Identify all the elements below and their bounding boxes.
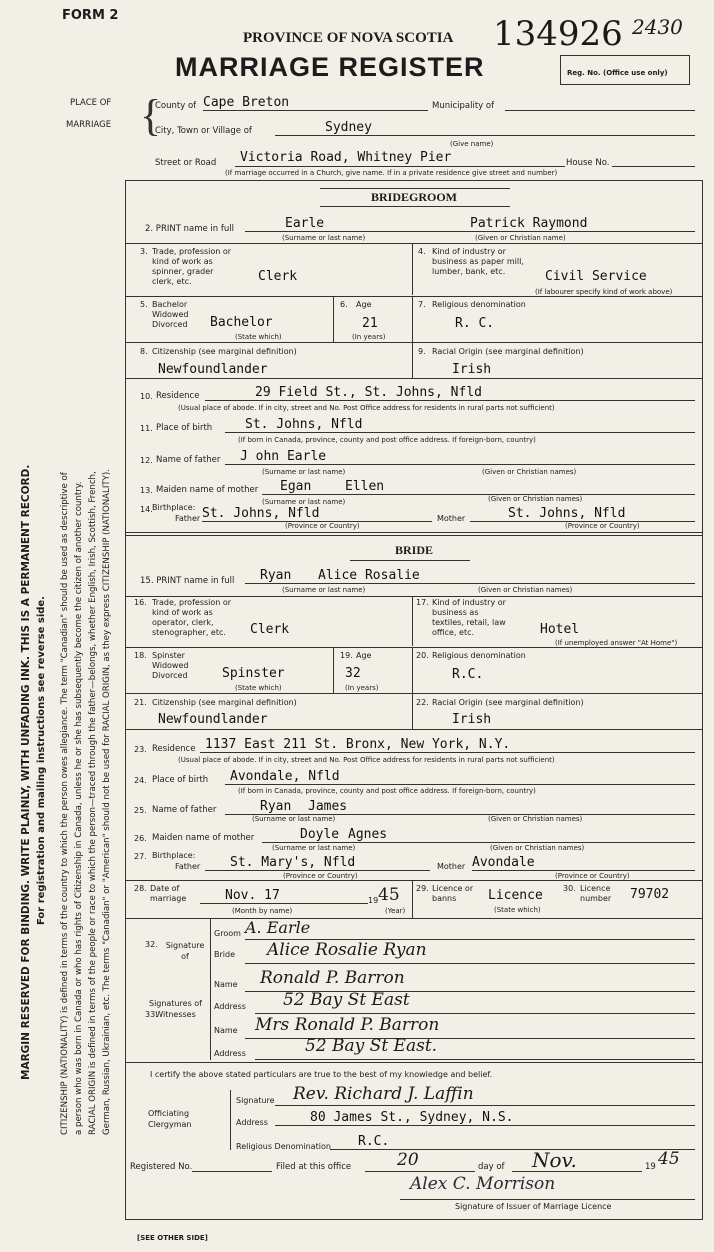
groom-divider-3 [412,296,413,342]
witness2-address: 52 Bay St East. [255,1036,695,1060]
groom-age-label: Age [356,300,372,309]
groom-religion: R. C. [455,316,495,331]
groom-mother-label: Maiden name of mother [156,485,259,495]
side-margin-note: MARGIN RESERVED FOR BINDING. WRITE PLAINLY, WITH UNFADING INK. THIS IS A PERMANENT RECORD. [20,464,32,1080]
groom-residence: 29 Field St., St. Johns, Nfld [205,385,695,401]
groom-section-end-2 [125,535,703,536]
marriage-year-prefix: 19 [368,896,379,905]
marriage-divider-1 [412,880,413,918]
witness-row-end [125,1062,703,1063]
witness2-name-label: Name [214,1026,238,1035]
signatures-f32: 32. [145,940,158,949]
bride-status: Spinster [222,666,285,681]
licence-caption: (State which) [494,906,541,914]
groom-father-given-caption: (Given or Christian names) [482,468,577,476]
bride-f19: 19. [340,651,353,660]
groom-father-label: Name of father [156,455,221,465]
licence-type: Licence [488,888,543,903]
groom-title-line-top [320,188,510,189]
bride-f27: 27. [134,852,147,861]
side-citizenship-2: a person who was born in Canada or who has rights of Citizenship in Canada, unless he or she has subsequently become the citizen of another country. [74,481,84,1135]
groom-bp-father-caption: (Province or Country) [285,522,360,530]
marriage-year: 45 [378,885,400,905]
side-citizenship-1: CITIZENSHIP (NATIONALITY) is defined in terms of the country to which the person owes allegiance. The term "Canadian" should be used as descriptive of [60,472,70,1135]
bride-row-line-2 [125,647,703,648]
bride-residence: 1137 East 211 St. Bronx, New York, N.Y. [200,737,695,753]
bride-father-surname-caption: (Surname or last name) [252,815,336,823]
groom-f9: 9. [418,347,426,356]
bride-residence-caption: (Usual place of abode. If in city, street and No. Post Office address for residents in rural parts not sufficient) [178,756,555,764]
groom-row-line-3 [125,342,703,343]
side-registration-note: For registration and mailing instructions see reverse side. [36,596,47,925]
witness1-name: Ronald P. Barron [245,968,695,992]
bride-residence-label: Residence [152,744,196,754]
groom-title-line-bottom [320,206,510,207]
bride-f15-label: 15. PRINT name in full [140,576,235,586]
marriage-f30: 30. [563,884,576,893]
bride-racial: Irish [452,712,492,727]
bride-row-line-3 [125,693,703,694]
bride-divider-3 [412,647,413,693]
groom-residence-caption: (Usual place of abode. If in city, street and No. Post Office address for residents in rural parts not sufficient) [178,404,555,412]
filed-month: Nov. [512,1148,642,1172]
witness1-address-label: Address [214,1002,246,1011]
groom-f14: 14. [140,505,153,514]
bride-pob: Avondale, Nfld [225,769,695,785]
bride-surname-caption: (Surname or last name) [282,586,366,594]
bride-given-caption: (Given or Christian names) [478,586,573,594]
groom-signature: A. Earle [245,918,695,940]
groom-status-caption: (State which) [235,333,282,341]
place-label-2: MARRIAGE [66,120,112,130]
bride-bp-father-label: Father [175,862,201,871]
county-label: County of [155,101,197,111]
registered-no-value [192,1158,272,1172]
groom-citizenship: Newfoundlander [158,362,268,377]
bride-mother-label: Maiden name of mother [152,833,255,843]
licence-label: Licence or banns [432,884,474,903]
groom-f13: 13. [140,486,153,495]
groom-f8: 8. [140,347,148,356]
day-of-label: day of [478,1162,505,1172]
page-title: MARRIAGE REGISTER [175,52,485,82]
groom-industry-caption: (If labourer specify kind of work above) [535,288,673,296]
groom-industry-label: Kind of industry or business as paper mill, lumber, bank, etc. [432,247,524,276]
see-other-side: [SEE OTHER SIDE] [137,1234,208,1242]
bride-mother-surname-caption: (Surname or last name) [272,844,356,852]
groom-surname-caption: (Surname or last name) [282,234,366,242]
bride-divider-2 [333,647,334,693]
form-number: FORM 2 [62,8,119,23]
bride-bp-mother: Avondale [472,855,695,871]
signature-bracket [210,918,211,1060]
bride-trade-label: Trade, profession or kind of work as operator, clerk, stenographer, etc. [152,598,232,637]
groom-f11: 11. [140,424,153,433]
clergy-address-label: Address [236,1118,268,1127]
bride-divider-1 [412,596,413,646]
bride-row-line-1 [125,596,703,597]
groom-trade: Clerk [258,269,298,284]
bride-bp-father-caption: (Province or Country) [283,872,358,880]
side-racial-1: RACIAL ORIGIN is defined in terms of the people or race to which the person—traced through the father—belongs, whether English, Irish, Scottish, French, [88,471,98,1135]
bride-f21: 21. [134,698,147,707]
bride-age-caption: (In years) [345,684,379,692]
marriage-f28: 28. [134,884,147,893]
witness2-address-label: Address [214,1049,246,1058]
groom-mother-given-caption: (Given or Christian names) [488,495,583,503]
signature-of-label: Signature of [165,941,205,961]
licence-number-label: Licence number [580,884,612,903]
bride-industry: Hotel [540,622,580,637]
groom-father: J ohn Earle [225,449,695,465]
bride-age-label: Age [356,651,372,660]
groom-birthplace-label: Birthplace: [152,503,196,512]
clergyman-label: Officiating Clergyman [148,1109,192,1129]
groom-mother-given: Ellen [345,479,385,494]
bride-mother-surname: Doyle [262,827,695,843]
filed-year: 45 [658,1149,680,1169]
city-label: City, Town or Village of [155,126,252,136]
marriage-date-label: Date of marriage [150,884,187,903]
bride-f16: 16. [134,598,147,607]
registered-no-label: Registered No. [130,1162,193,1172]
clergy-signature: Rev. Richard J. Laffin [275,1084,695,1106]
bride-industry-caption: (If unemployed answer "At Home") [555,639,678,647]
groom-pob-label: Place of birth [156,423,213,433]
bride-religion-label: Religious denomination [432,651,526,660]
bride-status-caption: (State which) [235,684,282,692]
groom-bp-mother: St. Johns, Nfld [470,506,695,522]
bride-citizenship: Newfoundlander [158,712,268,727]
reg-no-label: Reg. No. (Office use only) [567,69,668,77]
bride-f25: 25. [134,806,147,815]
groom-divider-2 [333,296,334,342]
groom-residence-label: Residence [156,391,200,401]
bride-racial-label: Racial Origin (see marginal definition) [432,698,584,707]
groom-bp-father-label: Father [175,514,201,523]
groom-f10: 10. [140,392,153,401]
signatures-f33: 33. [145,1010,158,1019]
province-title: PROVINCE OF NOVA SCOTIA [243,30,454,46]
bride-pob-caption: (If born in Canada, province, county and post office address. If foreign-born, country) [238,787,536,795]
city-value: Sydney [275,120,695,136]
groom-given-caption: (Given or Christian name) [475,234,566,242]
groom-surname: Earle [245,216,695,232]
groom-bp-mother-label: Mother [437,514,466,523]
register-number: 134926 [493,14,623,54]
groom-f12: 12. [140,456,153,465]
bride-mother-given: Agnes [348,827,388,842]
witnesses-label: Signatures of Witnesses [148,999,202,1019]
bride-f22: 22. [416,698,429,707]
place-bracket: { [140,91,162,140]
groom-f3: 3. [140,247,148,256]
bride-bp-mother-caption: (Province or Country) [555,872,630,880]
bride-section-end [125,880,703,881]
marriage-f29: 29. [416,884,429,893]
groom-industry: Civil Service [545,269,647,284]
bride-father-given-caption: (Given or Christian names) [488,815,583,823]
groom-f4: 4. [418,247,426,256]
bride-f24: 24. [134,776,147,785]
bride-citizenship-label: Citizenship (see marginal definition) [152,698,297,707]
bride-section-title: BRIDE [394,543,433,557]
groom-section-end [125,532,703,533]
groom-divider-1 [412,243,413,295]
bride-title-line [350,560,470,561]
groom-status-label: Bachelor Widowed Divorced [152,300,189,329]
bride-religion: R.C. [452,667,484,682]
groom-religion-label: Religious denomination [432,300,526,309]
groom-citizenship-label: Citizenship (see marginal definition) [152,347,297,356]
clergy-sig-label: Signature [236,1096,275,1105]
witness1-name-label: Name [214,980,238,989]
groom-age-caption: (In years) [352,333,386,341]
municipality-label: Municipality of [432,101,495,111]
bride-birthplace-label: Birthplace: [152,851,196,860]
register-number-2: 2430 [632,15,683,39]
street-value: Victoria Road, Whitney Pier [235,150,565,167]
bride-status-label: Spinster Widowed Divorced [152,651,189,680]
groom-f6: 6. [340,300,348,309]
groom-row-line-4 [125,378,703,379]
side-racial-2: German, Russian, Ukrainian, etc. The terms "Canadian" or "American" should not be used for RACIAL ORIGIN, as they express CITIZENSHIP (NATIONALITY). [102,469,112,1135]
bride-pob-label: Place of birth [152,775,209,785]
groom-age: 21 [362,316,378,331]
groom-row-line-2 [125,296,703,297]
bride-f18: 18. [134,651,147,660]
bride-f23: 23. [134,745,147,754]
bride-f17: 17. [416,598,429,607]
give-name-caption: (Give name) [450,140,494,148]
bride-surname: Ryan [245,568,695,584]
bride-given: Alice Rosalie [318,568,420,583]
witness1-address: 52 Bay St East [255,990,695,1014]
groom-mother-surname: Egan [262,479,695,495]
licence-number: 79702 [630,887,670,902]
bride-signature: Alice Rosalie Ryan [245,940,695,964]
groom-bp-father: St. Johns, Nfld [202,506,432,522]
groom-f7: 7. [418,300,426,309]
bride-trade: Clerk [250,622,290,637]
filed-day: 20 [365,1150,475,1172]
groom-pob-caption: (If born in Canada, province, county and post office address. If foreign-born, country) [238,436,536,444]
issuer-signature: Alex C. Morrison [400,1174,695,1200]
marriage-year-caption: (Year) [385,907,406,915]
bride-age: 32 [345,666,361,681]
groom-father-surname-caption: (Surname or last name) [262,468,346,476]
marriage-date: Nov. 17 [200,888,368,904]
street-label: Street or Road [155,158,217,168]
bride-bp-mother-label: Mother [437,862,466,871]
clergy-bracket [230,1090,231,1150]
groom-f2-label: 2. PRINT name in full [145,224,234,234]
groom-pob: St. Johns, Nfld [225,417,695,433]
place-label-1: PLACE OF [70,98,112,108]
bride-f26: 26. [134,834,147,843]
groom-section-title: BRIDEGROOM [370,190,457,204]
clergy-address: 80 James St., Sydney, N.S. [275,1110,695,1126]
groom-divider-4 [412,342,413,378]
groom-f5: 5. [140,300,148,309]
witness2-name: Mrs Ronald P. Barron [245,1015,695,1039]
filed-label: Filed at this office [276,1162,352,1172]
groom-status: Bachelor [210,315,273,330]
groom-sig-label: Groom [214,929,241,938]
house-value [612,150,695,167]
municipality-value [505,95,695,111]
issuer-caption: Signature of Issuer of Marriage Licence [455,1202,612,1211]
groom-mother-surname-caption: (Surname or last name) [262,498,346,506]
bride-sig-label: Bride [214,950,235,959]
bride-bp-father: St. Mary's, Nfld [205,855,430,871]
groom-bp-mother-caption: (Province or Country) [565,522,640,530]
street-note: (If marriage occurred in a Church, give name. If in a private residence give street and number) [225,169,558,177]
bride-mother-given-caption: (Given or Christian names) [490,844,585,852]
clergy-denom-label: Religious Denomination [236,1142,331,1151]
groom-row-line-1 [125,243,703,244]
certify-statement: I certify the above stated particulars are true to the best of my knowledge and belief. [150,1070,493,1079]
bride-f20: 20. [416,651,429,660]
groom-racial-label: Racial Origin (see marginal definition) [432,347,584,356]
county-value: Cape Breton [203,95,428,111]
bride-industry-label: Kind of industry or business as textiles, retail, law office, etc. [432,598,506,637]
bride-divider-4 [412,693,413,729]
groom-trade-label: Trade, profession or kind of work as spinner, grader clerk, etc. [152,247,232,286]
bride-father-given: James [308,799,348,814]
bride-father-surname: Ryan [225,799,695,815]
bride-row-line-4 [125,729,703,730]
groom-given: Patrick Raymond [470,216,588,231]
marriage-month-caption: (Month by name) [232,907,293,915]
bride-father-label: Name of father [152,805,217,815]
filed-year-prefix: 19 [645,1162,656,1172]
clergy-denomination: R.C. [330,1134,695,1150]
reg-no-box [560,55,690,85]
groom-racial: Irish [452,362,492,377]
house-label: House No. [566,158,610,168]
